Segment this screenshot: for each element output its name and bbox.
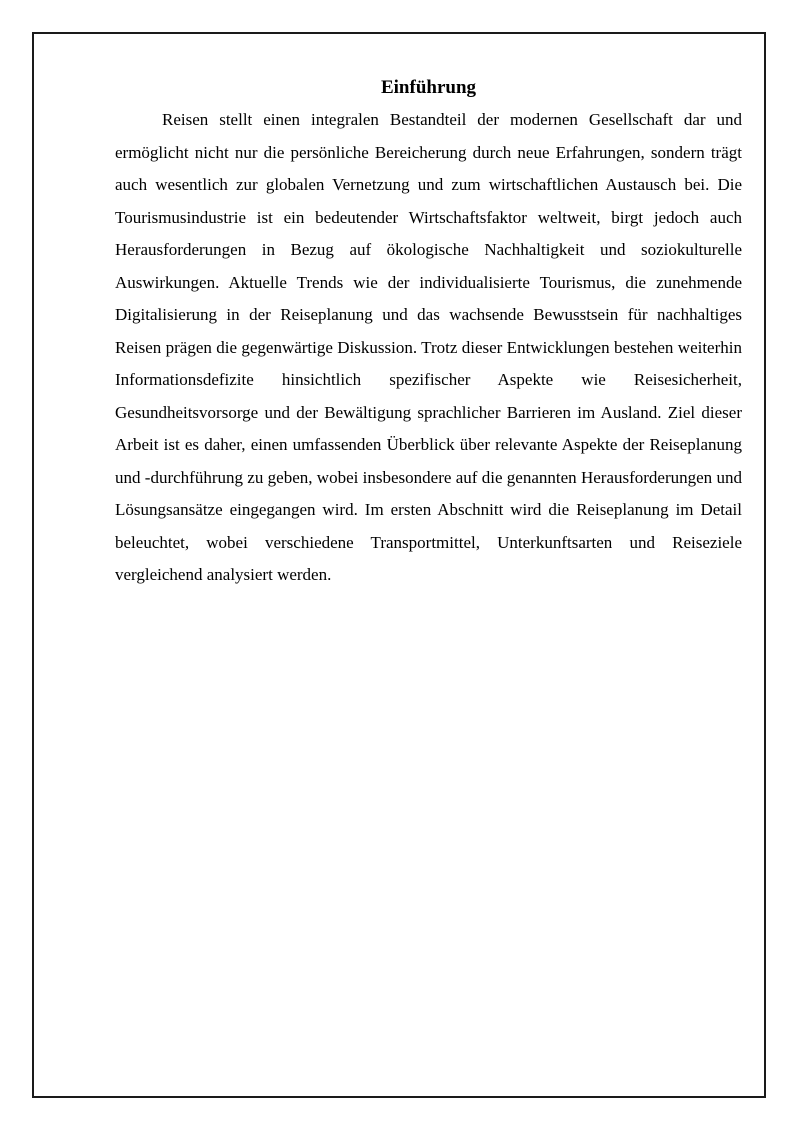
document-content (115, 76, 742, 592)
section-heading: Einführung (380, 77, 477, 98)
body-paragraph: Reisen stellt einen integralen Bestandteil der modernen Gesellschaft dar und ermöglicht nicht nur die persönliche Bereicherung durch neue Erfahrungen, sondern trägt auch wesentlich zur globalen Vernetzung und zum wirtschaftlichen Austausch bei. Die Tourismusindustrie ist ein bedeutender Wirtschaftsfaktor weltweit, birgt jedoch auch Herausforderungen in Bezug auf ökologische Nachhaltigkeit und soziokulturelle Auswirkungen. Aktuelle Trends wie der individualisierte Tourismus, die zunehmende Digitalisierung in der Reiseplanung und das wachsende Bewusstsein für nachhaltiges Reisen prägen die gegenwärtige Diskussion. Trotz dieser Entwicklungen bestehen weiterhin Informationsdefizite hinsichtlich spezifischer Aspekte wie Reisesicherheit, Gesundheitsvorsorge und der Bewältigung sprachlicher Barrieren im Ausland. Ziel dieser Arbeit ist es daher, einen umfassenden Überblick über relevante Aspekte der Reiseplanung und -durchführung zu geben, wobei insbesondere auf die genannten Herausforderungen und Lösungsansätze eingegangen wird. Im ersten Abschnitt wird die Reiseplanung im Detail beleuchtet, wobei verschiedene Transportmittel, Unterkunftsarten und Reiseziele vergleichend analysiert werden. (115, 110, 742, 584)
